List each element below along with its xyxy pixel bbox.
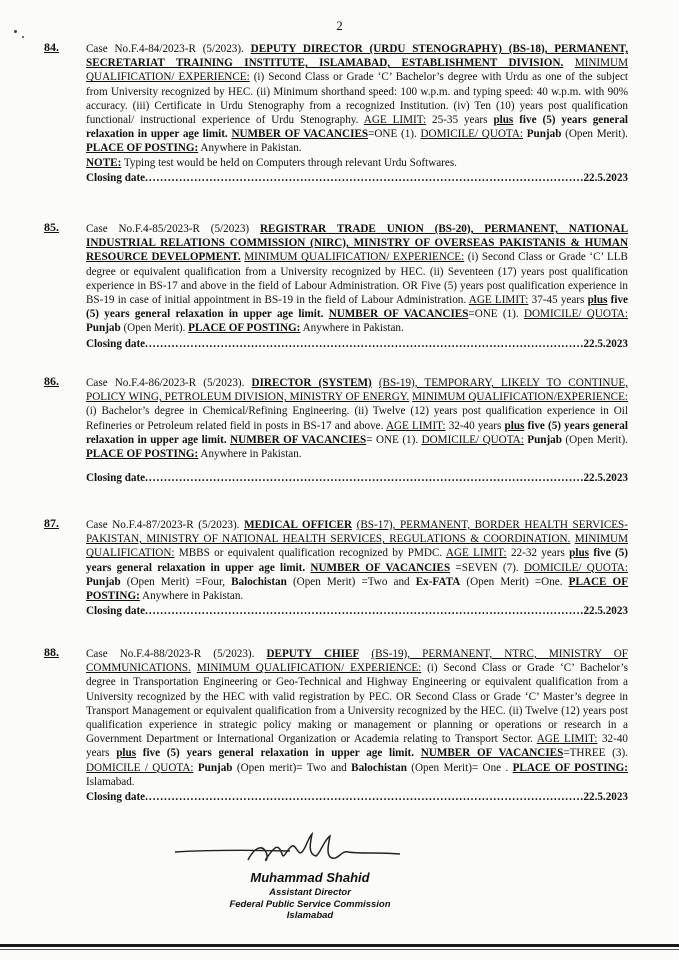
closing-date-value: 22.5.2023 bbox=[583, 791, 628, 804]
closing-date-row bbox=[86, 171, 628, 185]
plus-word: plus bbox=[504, 419, 525, 432]
age-limit-value: 32-40 years bbox=[448, 419, 502, 432]
signature-block bbox=[170, 830, 430, 940]
leader-dots bbox=[145, 604, 583, 618]
domicile-part: Punjab bbox=[527, 433, 562, 446]
closing-date-label: Closing date bbox=[86, 605, 146, 618]
domicile-part: Punjab bbox=[197, 761, 233, 774]
closing-date-value: 22.5.2023 bbox=[583, 605, 628, 618]
plus-word: plus bbox=[116, 747, 137, 760]
domicile-part: (Open merit)= Two and bbox=[232, 761, 352, 774]
posting-value: Anywhere in Pakistan. bbox=[200, 448, 302, 461]
note-label: NOTE: bbox=[86, 156, 122, 169]
post-title: REGISTRAR TRADE UNION (BS-20), PERMANENT, NATIONAL INDUSTRIAL RELATIONS COMMISSION (NIRC), MINISTRY OF OVERSEAS PAKISTANIS & HUMAN RESOURCE DEVELOPMENT. bbox=[86, 223, 628, 264]
leader-dots bbox=[145, 171, 583, 185]
signatory-name: Muhammad Shahid bbox=[250, 870, 370, 885]
leader-dots bbox=[145, 790, 583, 804]
posting-label: PLACE OF POSTING: bbox=[86, 142, 199, 155]
case-number: Case No.F.4-85/2023-R (5/2023) bbox=[86, 223, 250, 235]
qualification-text: MBBS or equivalent qualification recognized by PMDC. bbox=[178, 547, 443, 560]
posting-value: Anywhere in Pakistan. bbox=[302, 322, 404, 335]
domicile-part: (Open Merit). bbox=[561, 433, 628, 446]
relaxation-text: five (5) years general relaxation in upper age limit. bbox=[86, 114, 628, 141]
entry-number: 85. bbox=[44, 220, 59, 234]
entry-body bbox=[86, 42, 628, 185]
qualification-text: (i) Second Class or Grade ‘C’ Bachelor’s degree with Urdu as one of the subject from University recognized by HEC. (ii) Minimum shorthand speed: 100 w.p.m. and typing speed: 40 w.p.m. with 90% accuracy. (iii) Certificate in Urdu Stenography from a recognized Institution. (iv) Ten (10) years post qualification functional/ instructional experience of Urdu Stenography. bbox=[86, 71, 628, 127]
entry-body bbox=[86, 647, 628, 804]
age-limit-value: 22-32 years bbox=[510, 547, 565, 560]
note-text: Typing test would be held on Computers through relevant Urdu Softwares. bbox=[123, 156, 457, 169]
domicile-label: DOMICILE/ QUOTA: bbox=[420, 128, 523, 141]
post-title: (BS-17), PERMANENT, BORDER HEALTH SERVICES-PAKISTAN, MINISTRY OF NATIONAL HEALTH SERVICES, REGULATIONS & COORDINATION. bbox=[86, 519, 628, 546]
relaxation-text: five (5) years general relaxation in upper age limit. bbox=[86, 294, 628, 321]
qualification-label: MINIMUM QUALIFICATION/ EXPERIENCE: bbox=[196, 662, 422, 675]
scan-speck bbox=[22, 36, 24, 38]
plus-word: plus bbox=[569, 547, 589, 560]
post-title-main: DEPUTY CHIEF bbox=[266, 648, 360, 660]
domicile-part: (Open Merit). bbox=[561, 128, 628, 141]
vacancies-label: NUMBER OF VACANCIES bbox=[328, 308, 469, 321]
vacancies-value: =ONE (1). bbox=[368, 128, 417, 141]
closing-date-label: Closing date bbox=[86, 472, 146, 485]
domicile-label: DOMICILE/ QUOTA: bbox=[523, 308, 628, 321]
vacancies-label: NUMBER OF VACANCIES bbox=[310, 561, 451, 574]
qualification-label: MINIMUM QUALIFICATION/ EXPERIENCE: bbox=[86, 57, 628, 84]
posting-label: PLACE OF POSTING: bbox=[188, 322, 301, 335]
post-title: (BS-19), PERMANENT, NTRC, MINISTRY OF COMMUNICATIONS. bbox=[86, 648, 628, 675]
age-limit-label: AGE LIMIT: bbox=[385, 419, 446, 432]
domicile-part: (Open Merit) =Four, bbox=[120, 575, 232, 588]
closing-date-row bbox=[86, 604, 628, 618]
signatory-city: Islamabad bbox=[286, 910, 334, 921]
domicile-part: Ex-FATA bbox=[415, 575, 461, 588]
closing-date-value: 22.5.2023 bbox=[583, 337, 628, 350]
domicile-part: Balochistan bbox=[231, 575, 287, 588]
closing-date-label: Closing date bbox=[86, 171, 146, 184]
signatory-designation bbox=[225, 887, 395, 922]
leader-dots bbox=[145, 337, 583, 351]
vacancies-value: =SEVEN (7). bbox=[450, 561, 519, 574]
domicile-label: DOMICILE/ QUOTA: bbox=[523, 561, 628, 574]
posting-label: PLACE OF POSTING: bbox=[512, 761, 628, 774]
post-title: (BS-19), TEMPORARY, LIKELY TO CONTINUE, POLICY WING, PETROLEUM DIVISION, MINISTRY OF ENERGY. bbox=[86, 377, 629, 404]
qualification-label: MINIMUM QUALIFICATION: bbox=[86, 533, 628, 560]
closing-date-row bbox=[86, 790, 628, 804]
post-title: DEPUTY DIRECTOR (URDU STENOGRAPHY) (BS-18), PERMANENT, SECRETARIAT TRAINING INSTITUTE, ISLAMABAD, ESTABLISHMENT DIVISION. bbox=[86, 43, 629, 70]
age-limit-label: AGE LIMIT: bbox=[536, 733, 598, 746]
domicile-part: Punjab bbox=[86, 575, 121, 588]
vacancies-value: =ONE (1). bbox=[468, 308, 519, 321]
age-limit-value: 37-45 years bbox=[531, 294, 585, 307]
domicile-label: DOMICILE / QUOTA: bbox=[86, 761, 194, 774]
scan-speck bbox=[14, 30, 17, 33]
page-number: 2 bbox=[336, 18, 343, 33]
vacancies-label: NUMBER OF VACANCIES bbox=[230, 433, 367, 446]
posting-value: Anywhere in Pakistan. bbox=[142, 590, 244, 603]
domicile-label: DOMICILE/ QUOTA: bbox=[421, 433, 524, 446]
case-number: Case No.F.4-84/2023-R (5/2023). bbox=[86, 43, 244, 55]
closing-date-value: 22.5.2023 bbox=[583, 472, 628, 485]
vacancies-label: NUMBER OF VACANCIES bbox=[420, 747, 564, 760]
case-number: Case No.F.4-88/2023-R (5/2023). bbox=[86, 648, 255, 660]
entry-body bbox=[86, 376, 628, 485]
vacancies-value: = ONE (1). bbox=[366, 433, 419, 446]
domicile-part: Punjab bbox=[526, 128, 562, 141]
domicile-part: Balochistan bbox=[351, 761, 407, 774]
signatory-organization: Federal Public Service Commission bbox=[229, 898, 391, 910]
age-limit-value: 32-40 years bbox=[86, 733, 628, 760]
plus-word: plus bbox=[587, 294, 608, 307]
posting-value: Anywhere in Pakistan. bbox=[200, 142, 302, 155]
domicile-part: (Open Merit) =One. bbox=[460, 575, 563, 588]
post-title-main: DIRECTOR (SYSTEM) bbox=[251, 377, 372, 389]
vacancies-label: NUMBER OF VACANCIES bbox=[231, 128, 369, 141]
entry-body bbox=[86, 222, 628, 351]
entry-number: 87. bbox=[44, 516, 59, 530]
entry-body bbox=[86, 518, 628, 618]
relaxation-text: five (5) years general relaxation in upper age limit. bbox=[86, 547, 628, 574]
closing-date-label: Closing date bbox=[86, 791, 146, 804]
qualification-text: (i) Bachelor’s degree in Chemical/Refining Engineering. (ii) Twelve (12) years post qualification experience in Oil Refineries or Petroleum related field in posts in BS-17 and above. bbox=[86, 405, 628, 432]
footer-rule-thin bbox=[0, 949, 679, 950]
closing-date-label: Closing date bbox=[86, 337, 146, 350]
closing-date-row bbox=[86, 471, 628, 485]
entry-number: 86. bbox=[44, 374, 59, 388]
qualification-label: MINIMUM QUALIFICATION/EXPERIENCE: bbox=[412, 391, 628, 404]
relaxation-text: five (5) years general relaxation in upper age limit. bbox=[86, 419, 628, 446]
post-title-main: MEDICAL OFFICER bbox=[244, 519, 353, 531]
posting-label: PLACE OF POSTING: bbox=[86, 448, 199, 461]
posting-value: Islamabad. bbox=[86, 775, 135, 788]
vacancies-value: =THREE (3). bbox=[563, 747, 628, 760]
domicile-part: (Open Merit) =Two and bbox=[286, 575, 416, 588]
footer-rule bbox=[0, 944, 679, 947]
age-limit-value: 25-35 years bbox=[432, 114, 488, 127]
leader-dots bbox=[145, 471, 583, 485]
entry-number: 84. bbox=[44, 40, 59, 54]
closing-date-row bbox=[86, 337, 628, 351]
plus-word: plus bbox=[493, 114, 514, 127]
case-number: Case No.F.4-87/2023-R (5/2023). bbox=[86, 519, 240, 531]
domicile-part: (Open Merit)= One . bbox=[406, 761, 509, 774]
domicile-part: (Open Merit). bbox=[120, 322, 186, 335]
relaxation-text: five (5) years general relaxation in upper age limit. bbox=[142, 747, 415, 760]
age-limit-label: AGE LIMIT: bbox=[363, 114, 427, 127]
age-limit-label: AGE LIMIT: bbox=[445, 547, 507, 560]
case-number: Case No.F.4-86/2023-R (5/2023). bbox=[86, 377, 245, 389]
qualification-label: MINIMUM QUALIFICATION/ EXPERIENCE: bbox=[244, 251, 465, 264]
age-limit-label: AGE LIMIT: bbox=[468, 294, 529, 307]
handwritten-signature bbox=[170, 830, 430, 875]
domicile-part: Punjab bbox=[86, 322, 121, 335]
signatory-title: Assistant Director bbox=[269, 887, 351, 898]
qualification-text: (i) Second Class or Grade ‘C’ Bachelor’s degree in Transportation Engineering or Geo-Technical and Highway Engineering or equivalent qualification from a University recognized by the HEC with valid registration by PEC. OR Second Class or Grade ‘C’ Master’s degree in Transport Management or equivalent qualification from a University recognized by the HEC. (ii) Twelve (12) years post qualification experience in strategic policy making or management or planning or operations or research in a Government Department or International Organization or Academia relating to Transport Sector. bbox=[86, 662, 628, 746]
posting-label: PLACE OF POSTING: bbox=[86, 575, 628, 603]
entry-number: 88. bbox=[44, 645, 59, 659]
closing-date-value: 22.5.2023 bbox=[583, 171, 628, 184]
qualification-text: (i) Second Class or Grade ‘C’ LLB degree or equivalent qualification from a University recognized by HEC. (ii) Seventeen (17) years post qualification experience in BS-17 and above in the field of Labour Administration. OR Five (5) years post qualification experience in BS-19 in case of initial appointment in BS-19 in the field of Labour Administration. bbox=[86, 251, 628, 307]
